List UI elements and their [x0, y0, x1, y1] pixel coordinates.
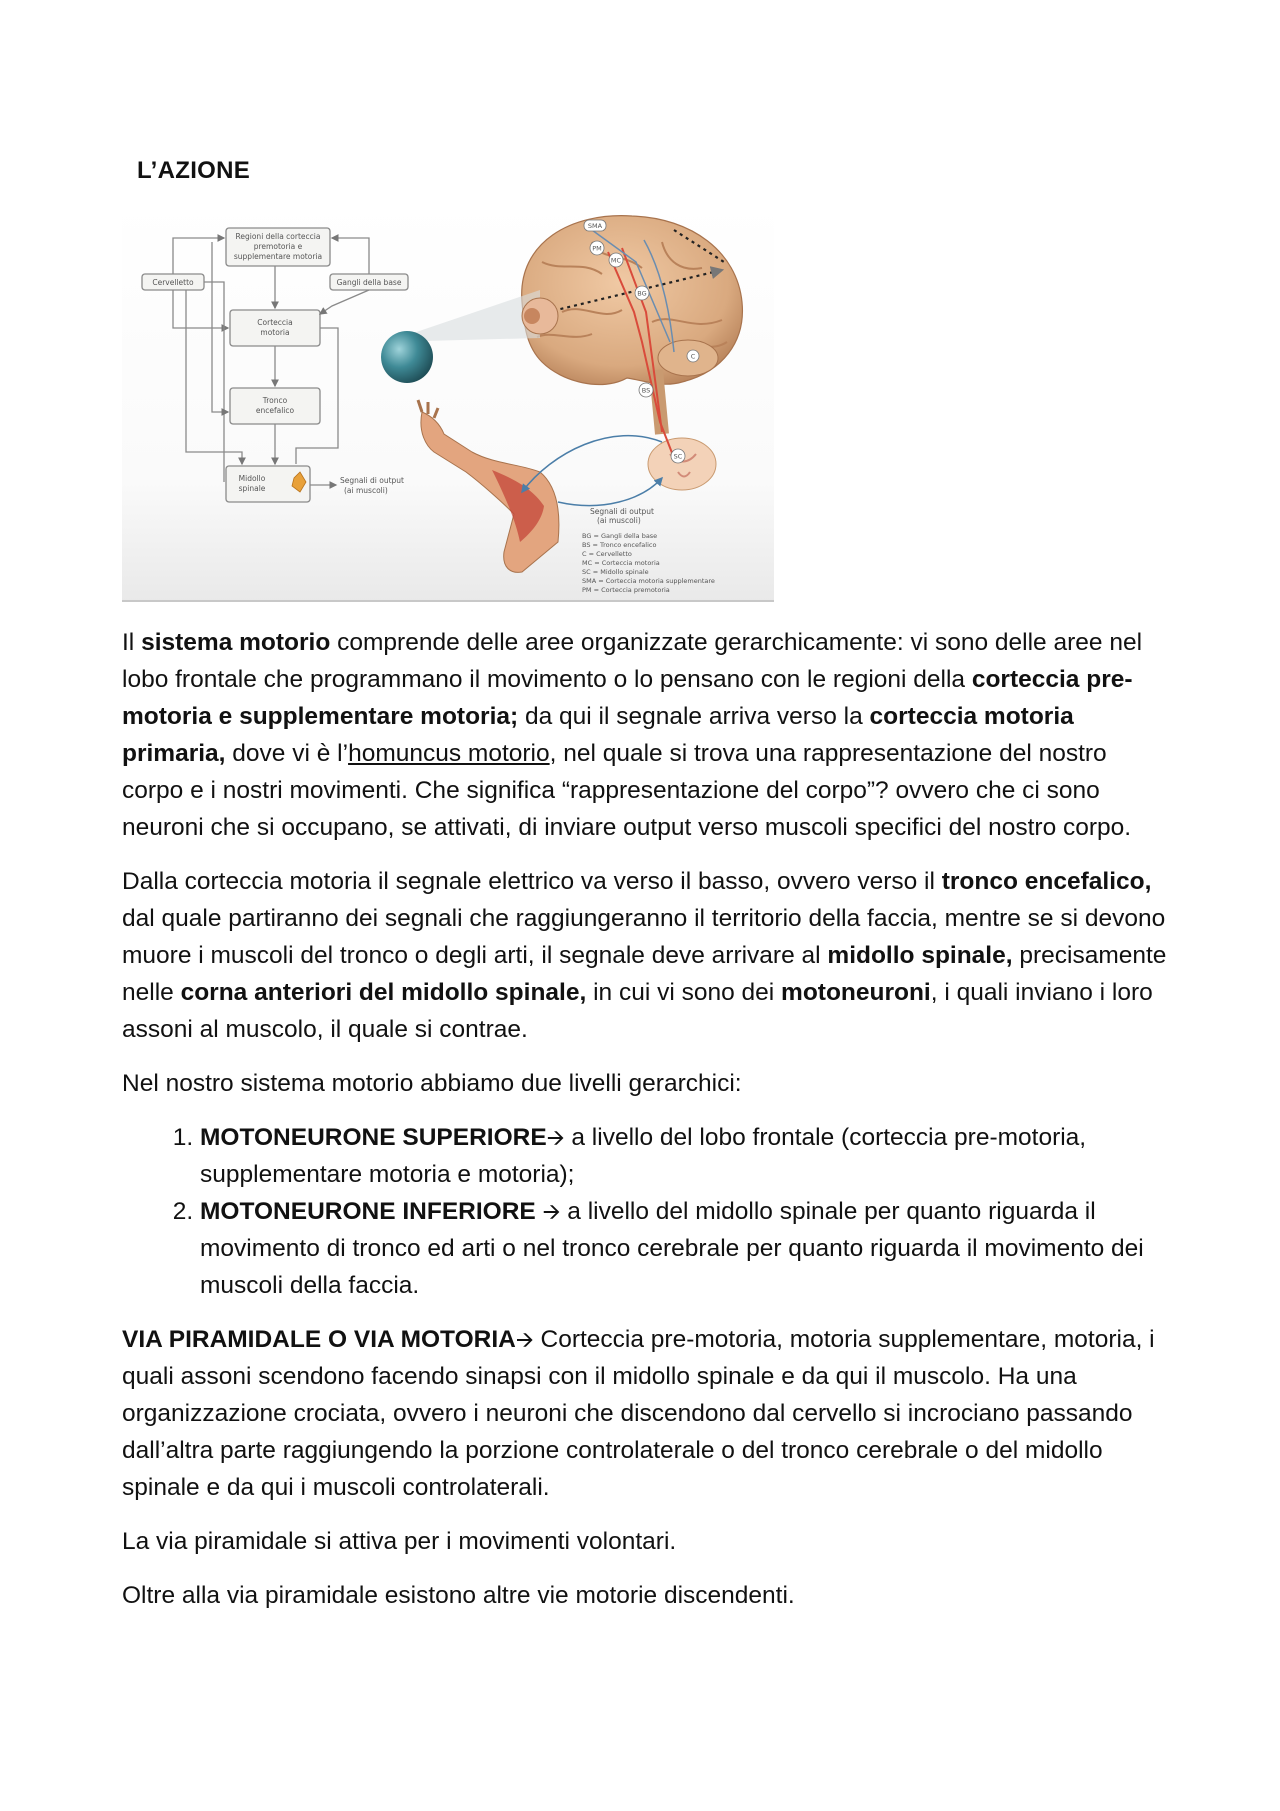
spinal-label-2: spinale [238, 484, 266, 493]
bold-term: motoneuroni [781, 979, 931, 1006]
premotor-label-1: Regioni della corteccia [235, 232, 321, 241]
text-run: precisamente nelle [122, 942, 1167, 1006]
premotor-label-2: premotoria e [253, 242, 303, 251]
text-run: dove vi è l’ [225, 740, 349, 767]
brainstem-label-2: encefalico [255, 406, 295, 415]
brain-output-label-2: (ai muscoli) [597, 516, 641, 525]
bold-term: tronco encefalico, [941, 868, 1152, 895]
legend-item: MC = Corteccia motoria [582, 559, 660, 567]
text-run: , i quali inviano i loro assoni al muscolo, il quale si contrae. [122, 979, 1153, 1043]
text-run: , nel quale si trova una rappresentazione del nostro corpo e i nostri movimenti. Che significa “rappresentazione del corpo”? ovvero che ci sono neuroni che si occupano, se attivati, di inviare output verso muscoli specifici del nostro corpo. [122, 740, 1132, 841]
paragraph-voluntary: La via piramidale si attiva per i movimenti volontari. [122, 1528, 677, 1555]
motor-cortex-label-1: Corteccia [257, 318, 293, 327]
figure-svg [122, 202, 774, 602]
bold-term: MOTONEURONE SUPERIORE [200, 1124, 547, 1151]
page-title: L’AZIONE [137, 157, 251, 184]
motor-system-figure [122, 202, 774, 602]
motor-cortex-label-2: motoria [260, 328, 290, 337]
list-item [200, 1119, 1172, 1193]
bold-term: corteccia motoria primaria, [122, 703, 1074, 767]
document-body [122, 624, 1172, 1631]
basal-ganglia-label: Gangli della base [336, 278, 402, 287]
text-run: Il [122, 629, 142, 656]
tag-bs: BS [641, 386, 651, 395]
bold-term: MOTONEURONE INFERIORE [200, 1198, 543, 1225]
list-item [200, 1193, 1172, 1304]
hierarchy-levels-list [122, 1119, 1172, 1304]
paragraph-signal-path [122, 863, 1172, 1048]
bold-term: corteccia pre-motoria e supplementare motoria; [122, 666, 1133, 730]
bold-term: corna anteriori del midollo spinale, [180, 979, 587, 1006]
paragraph-motor-system [122, 624, 1172, 846]
bold-term: VIA PIRAMIDALE O VIA MOTORIA [122, 1326, 516, 1353]
arrow-right-icon: 🡪 [546, 1125, 565, 1150]
legend-item: BS = Tronco encefalico [582, 541, 657, 549]
tag-bg: BG [637, 289, 647, 298]
bold-term: sistema motorio [141, 629, 331, 656]
text-run: Dalla corteccia motoria il segnale elettrico va verso il basso, ovvero verso il [122, 868, 942, 895]
text-run: a livello del lobo frontale (corteccia pre-motoria, supplementare motoria e motoria); [200, 1124, 1087, 1188]
legend-item: SMA = Corteccia motoria supplementare [582, 577, 715, 585]
tag-sma: SMA [587, 222, 603, 230]
paragraph-pyramidal-path [122, 1321, 1172, 1506]
text-run: in cui vi sono dei [586, 979, 782, 1006]
arrow-right-icon: 🡪 [542, 1199, 561, 1224]
brainstem-label-1: Tronco [262, 396, 288, 405]
tag-sc: SC [673, 452, 683, 461]
cerebellum-label: Cervelletto [152, 278, 194, 287]
legend-item: PM = Corteccia premotoria [582, 586, 670, 594]
text-run: dal quale partiranno dei segnali che raggiungeranno il territorio della faccia, mentre se si devono muore i muscoli del tronco o degli arti, il segnale deve arrivare al [122, 905, 1166, 969]
bold-term: midollo spinale, [827, 942, 1013, 969]
tag-pm: PM [592, 244, 602, 253]
tag-c: C [690, 352, 696, 361]
flow-output-label-1: Segnali di output [340, 476, 405, 485]
text-run: da qui il segnale arriva verso la [518, 703, 870, 730]
flow-output-label-2: (ai muscoli) [344, 486, 388, 495]
legend-item: BG = Gangli della base [582, 532, 658, 540]
text-run: comprende delle aree organizzate gerarchicamente: vi sono delle aree nel lobo frontale che programmano il movimento o lo pensano con le regioni della [122, 629, 1143, 693]
paragraph-other-paths: Oltre alla via piramidale esistono altre vie motorie discendenti. [122, 1582, 795, 1609]
brain-output-label-1: Segnali di output [590, 507, 655, 516]
legend-item: SC = Midollo spinale [582, 568, 649, 576]
underlined-term: homuncus motorio [348, 740, 550, 767]
tag-mc: MC [610, 256, 622, 265]
arrow-right-icon: 🡪 [515, 1327, 534, 1352]
legend-item: C = Cervelletto [582, 550, 632, 558]
spinal-label-1: Midollo [238, 474, 266, 483]
text-run: Corteccia pre-motoria, motoria supplementare, motoria, i quali assoni scendono facendo sinapsi con il midollo spinale e da qui il muscolo. Ha una organizzazione crociata, ovvero i neuroni che discendono dal cervello si incrociano passando dall’altra parte raggiungendo la porzione controlaterale o del tronco cerebrale o del midollo spinale e da qui i muscoli controlaterali. [122, 1326, 1155, 1501]
premotor-label-3: supplementare motoria [233, 252, 323, 261]
ball-shape [381, 331, 433, 383]
paragraph-levels-intro: Nel nostro sistema motorio abbiamo due livelli gerarchici: [122, 1070, 742, 1097]
text-run: a livello del midollo spinale per quanto riguarda il movimento di tronco ed arti o nel tronco cerebrale per quanto riguarda il movimento dei muscoli della faccia. [200, 1198, 1144, 1299]
